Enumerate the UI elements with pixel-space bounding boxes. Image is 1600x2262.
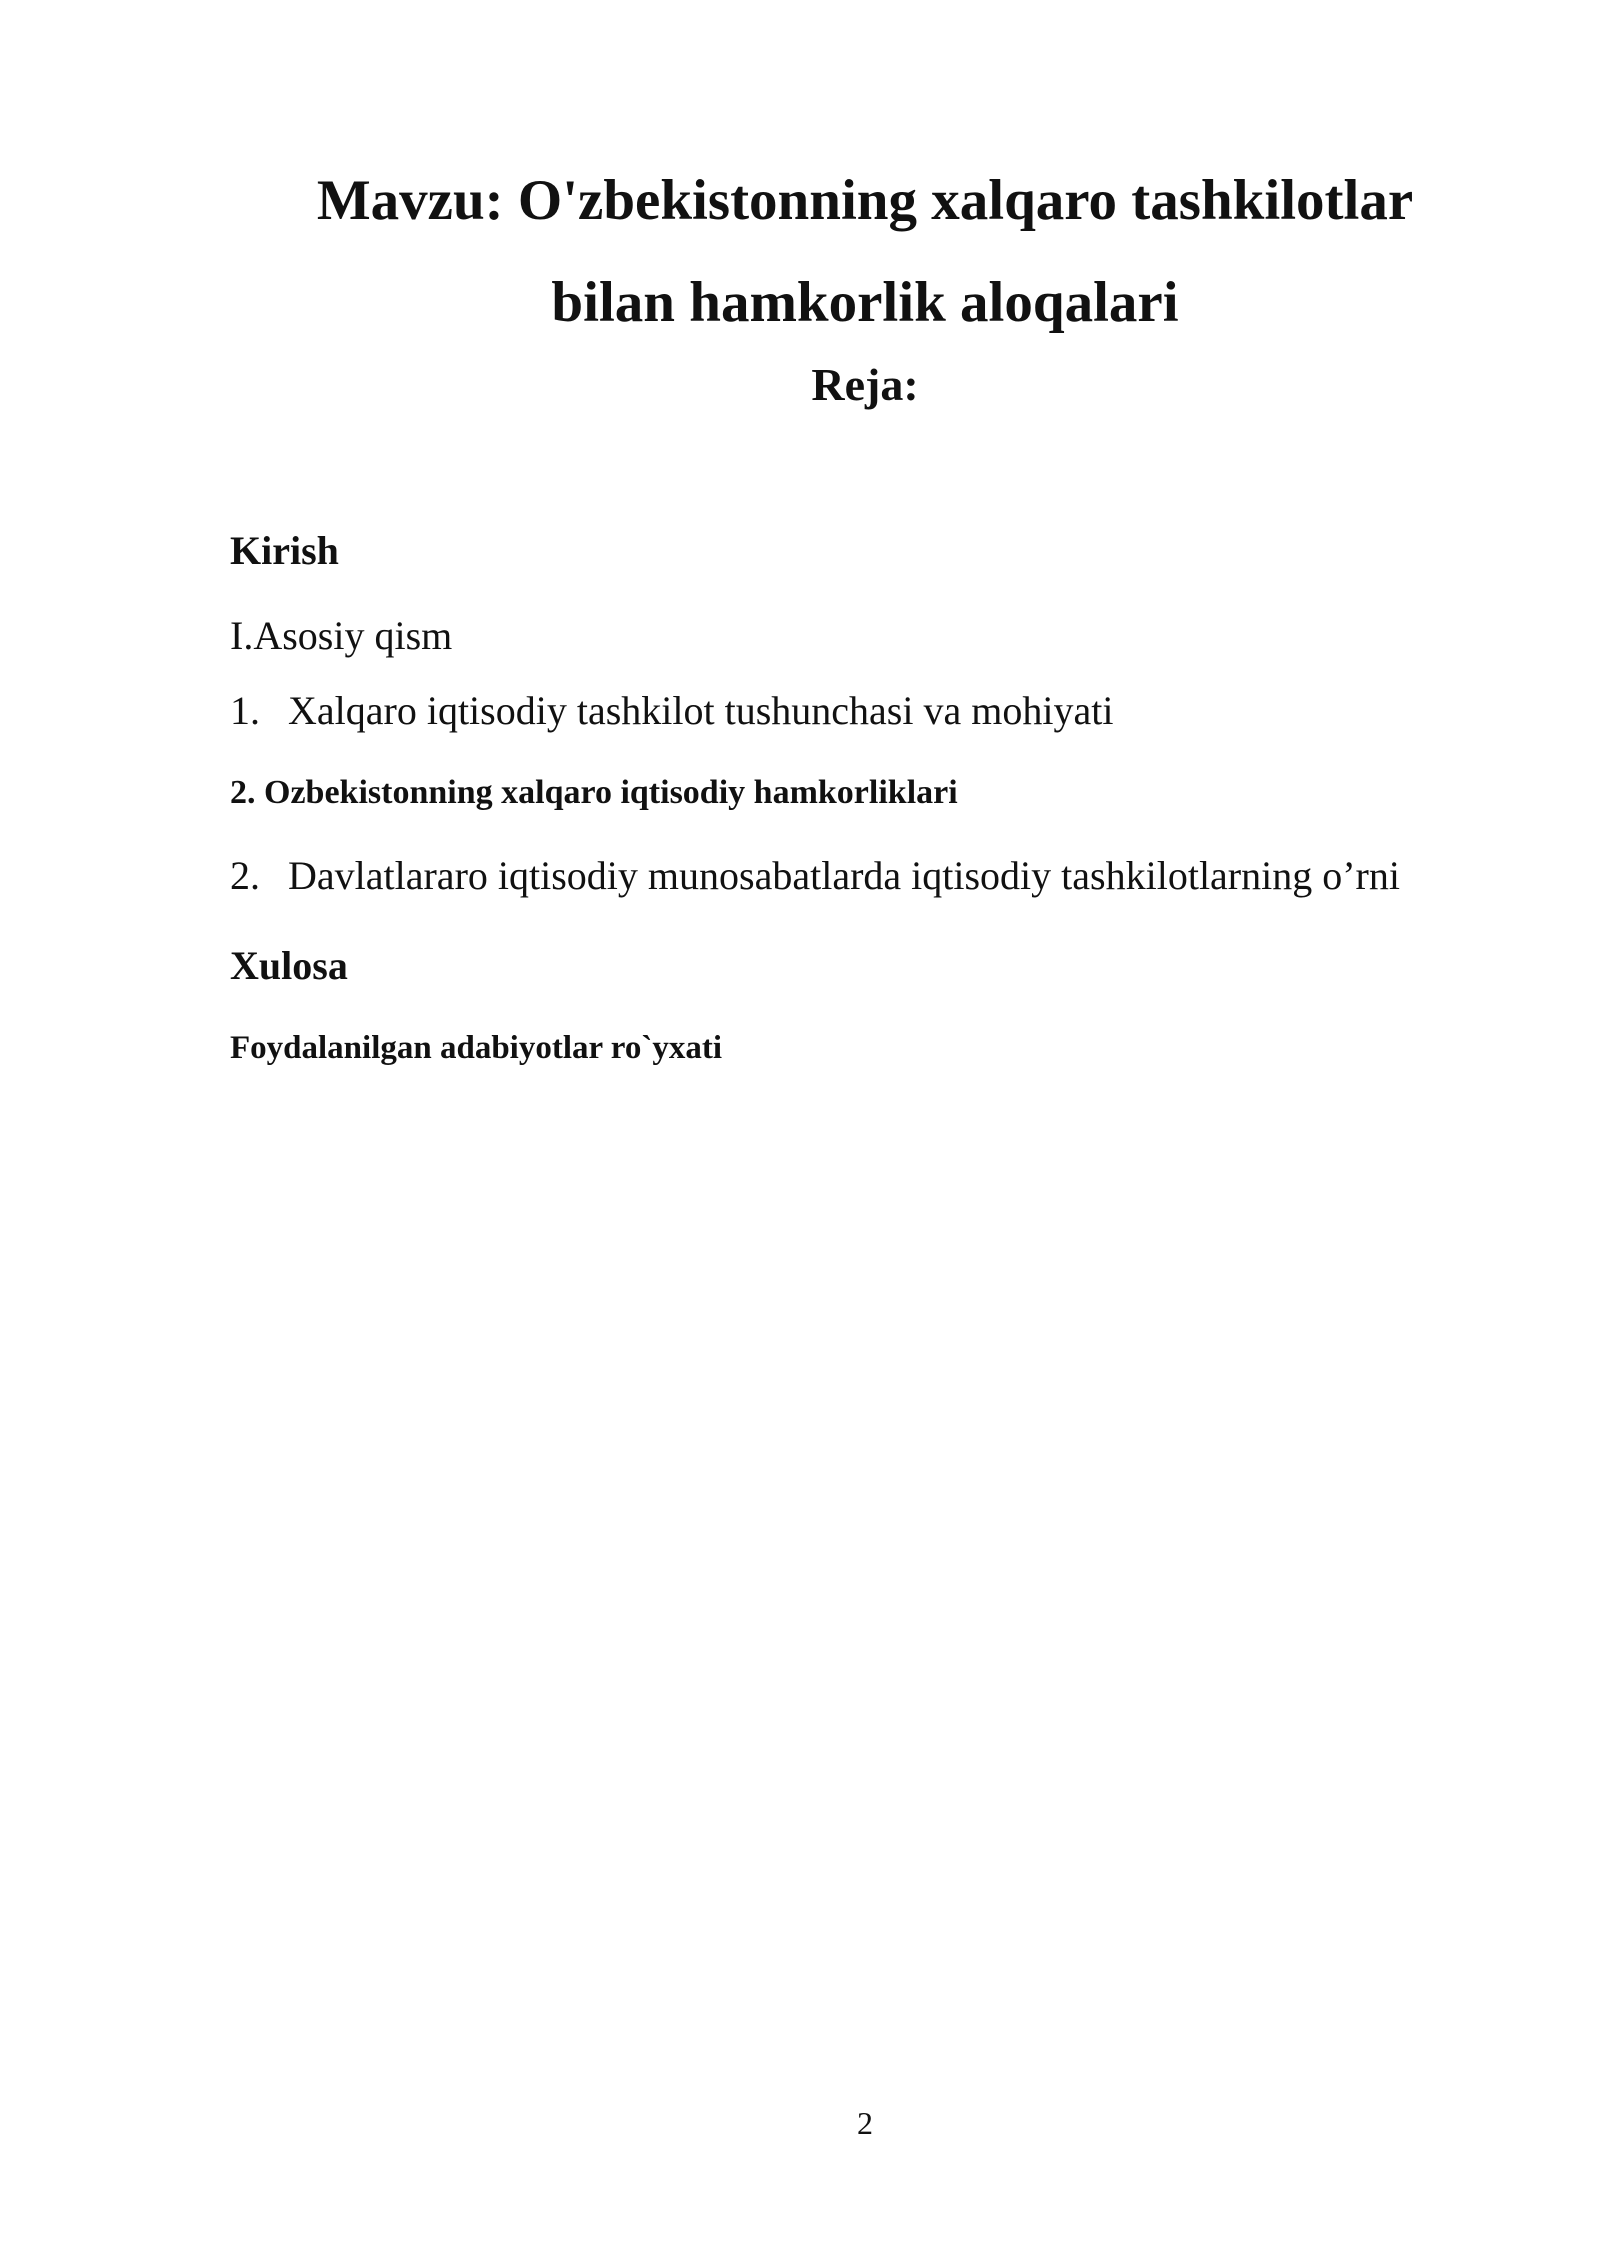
document-title — [230, 150, 1500, 354]
plan-item-3 — [230, 852, 1400, 899]
plan-main-part: I.Asosiy qism — [230, 613, 453, 658]
plan-item-1-number: 1. — [230, 688, 260, 733]
plan-item-1 — [230, 687, 1113, 734]
plan-references: Foydalanilgan adabiyotlar ro`yxati — [230, 1030, 723, 1066]
plan-heading: Reja: — [811, 359, 919, 410]
plan-item-3-number: 2. — [230, 853, 260, 898]
plan-conclusion: Xulosa — [230, 943, 348, 988]
title-line-2: bilan hamkorlik aloqalari — [551, 271, 1179, 334]
plan-intro: Kirish — [230, 528, 339, 573]
plan-item-1-text: Xalqaro iqtisodiy tashkilot tushunchasi va mohiyati — [288, 688, 1114, 733]
plan-item-3-text: Davlatlararo iqtisodiy munosabatlarda iqtisodiy tashkilotlarning o’rni — [288, 853, 1400, 898]
title-line-1: Mavzu: O'zbekistonning xalqaro tashkilotlar — [316, 169, 1414, 232]
plan-item-2: 2. Ozbekistonning xalqaro iqtisodiy hamkorliklari — [230, 774, 958, 811]
page-number: 2 — [857, 2105, 873, 2141]
